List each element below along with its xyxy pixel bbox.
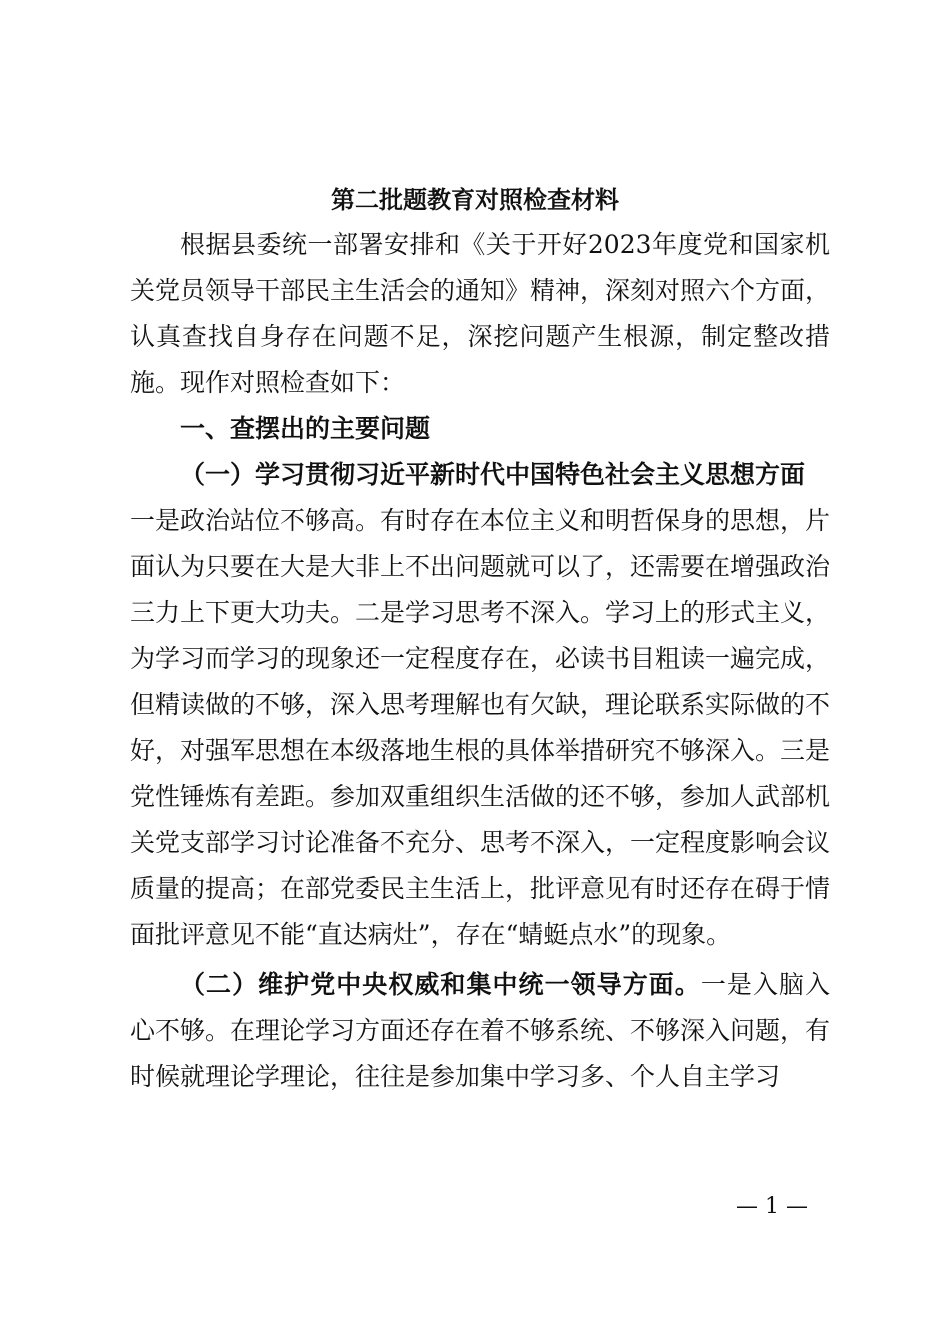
- section-heading-main-problems: 一、查摆出的主要问题: [180, 414, 431, 443]
- subsection-2-text: 一是入脑入心不够。在理论学习方面还存在着不够系统、不够深入问题，有时候就理论学理论，往往是参加集中学习多、个人自主学习: [130, 970, 831, 1091]
- intro-paragraph: 根据县委统一部署安排和《关于开好2023年度党和国家机关党员领导干部民主生活会的通知》精神，深刻对照六个方面，认真查找自身存在问题不足，深挖问题产生根源，制定整改措施。现作对照检查如下：: [130, 230, 831, 397]
- page-number: — 1 —: [736, 1194, 808, 1219]
- document-title: 第二批题教育对照检查材料: [331, 185, 619, 214]
- subsection-2-paragraph: [130, 962, 830, 1100]
- subsection-1-text: 一是政治站位不够高。有时存在本位主义和明哲保身的思想，片面认为只要在大是大非上不出问题就可以了，还需要在增强政治三力上下更大功夫。二是学习思考不深入。学习上的形式主义，为学习而学习的现象还一定程度存在，必读书目粗读一遍完成，但精读做的不够，深入思考理解也有欠缺，理论联系实际做的不好，对强军思想在本级落地生根的具体举措研究不够深入。三是党性锤炼有差距。参加双重组织生活做的还不够，参加人武部机关党支部学习讨论准备不充分、思考不深入，一定程度影响会议质量的提高；在部党委民主生活上，批评意见有时还存在碍于情面批评意见不能“直达病灶”，存在“蜻蜓点水”的现象。: [130, 506, 831, 949]
- document-body: [130, 222, 830, 1100]
- subsection-heading-1: （一）学习贯彻习近平新时代中国特色社会主义思想方面: [180, 460, 806, 489]
- subsection-heading-2: （二）维护党中央权威和集中统一领导方面。: [180, 970, 701, 999]
